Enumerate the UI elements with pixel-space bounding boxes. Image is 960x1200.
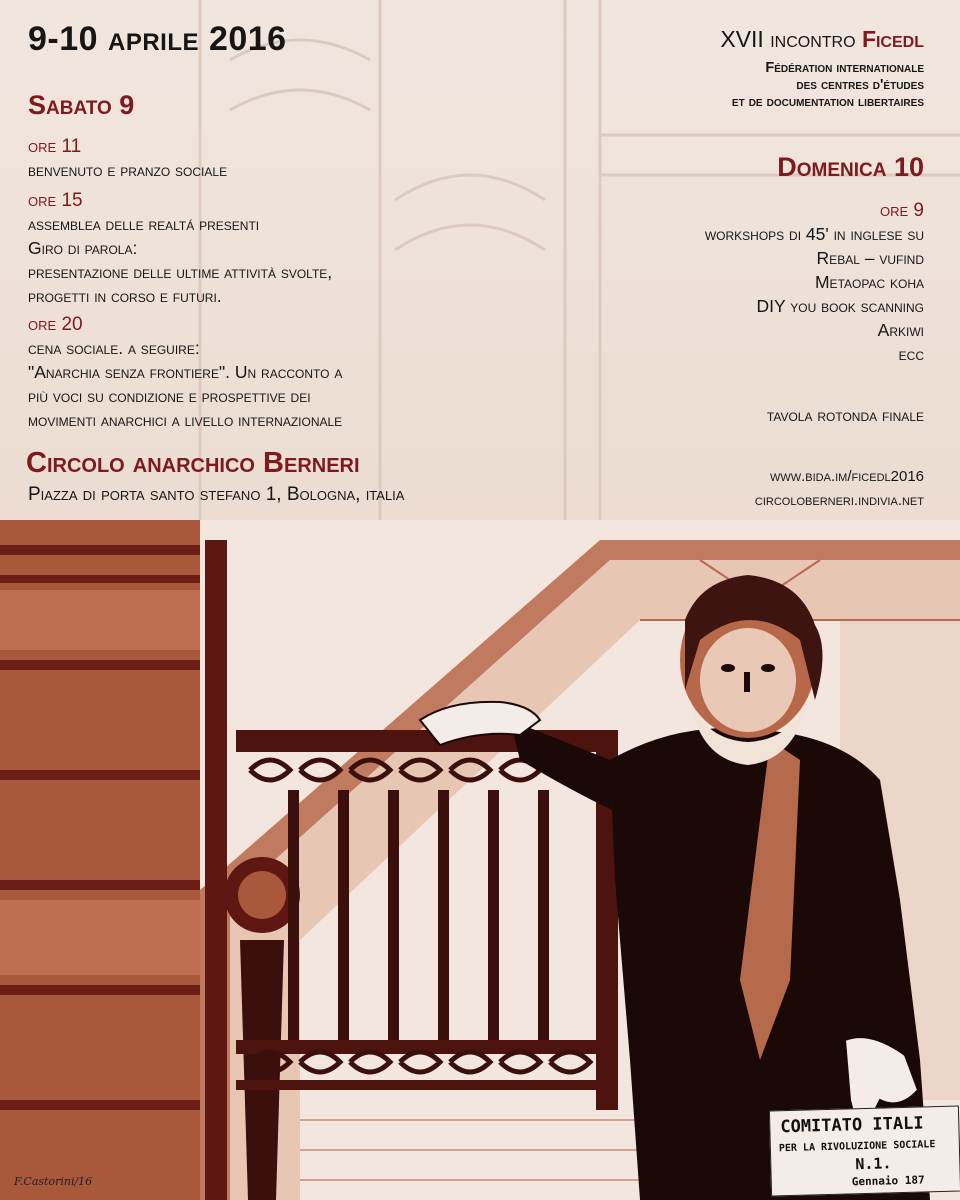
event-info [0,0,960,520]
comitato-sign [769,1106,960,1197]
saturday-slot-2-line: presentazione delle ultime attività svolte, [28,262,333,282]
saturday-slot-1-line: benvenuto e pranzo sociale [28,160,228,180]
saturday-slot-3-line: movimenti anarchici a livello internazionale [28,410,343,430]
saturday-slot-2-time: ore 15 [28,190,83,211]
workshop-item: Arkiwi [877,320,924,340]
sunday-time: ore 9 [879,200,924,221]
incontro-prefix: XVII incontro [720,26,856,52]
link-berneri[interactable]: circoloberneri.indivia.net [754,492,924,509]
sign-line: N.1. [855,1154,892,1174]
closing-roundtable: tavola rotonda finale [766,405,924,425]
event-date-title: 9-10 aprile 2016 [28,20,287,58]
saturday-heading: Sabato 9 [28,90,135,120]
saturday-slot-3-line: più voci su condizione e prospettive dei [28,386,311,406]
workshop-item: Metaopac koha [814,272,924,292]
saturday-slot-2-line: Giro di parola: [28,238,138,258]
saturday-slot-3-line: "Anarchia senza frontiere". Un racconto a [28,362,343,382]
saturday-slot-3-time: ore 20 [28,314,83,335]
saturday-slot-2-line: assemblea delle realtá presenti [28,214,260,234]
venue-name: Circolo anarchico Berneri [26,447,360,479]
sunday-heading: Domenica 10 [777,152,924,182]
sign-line: Gennaio 187 [851,1173,925,1189]
workshop-item: DIY you book scanning [756,296,924,316]
link-bida[interactable]: www.bida.im/ficedl2016 [769,468,924,485]
workshop-item: workshops di 45' in inglese su [704,224,924,244]
artist-signature: F.Castorini/16 [14,1175,93,1188]
saturday-slot-1-time: ore 11 [28,136,82,157]
sign-line: PER LA RIVOLUZIONE SOCIALE [778,1139,936,1155]
incontro-title [720,26,924,53]
federation-line: Fédération internationale [765,60,924,76]
workshop-item: ecc [898,344,924,364]
sign-line: COMITATO ITALI [780,1113,924,1138]
venue-address: Piazza di porta santo stefano 1, Bologna, italia [28,484,405,505]
workshop-item: Rebal – vufind [816,248,924,268]
saturday-slot-2-line: progetti in corso e futuri. [28,286,222,306]
ficedl-name: Ficedl [861,26,924,52]
federation-line: et de documentation libertaires [731,94,924,110]
federation-line: des centres d'études [796,77,924,93]
saturday-slot-3-line: cena sociale. a seguire: [28,338,200,358]
